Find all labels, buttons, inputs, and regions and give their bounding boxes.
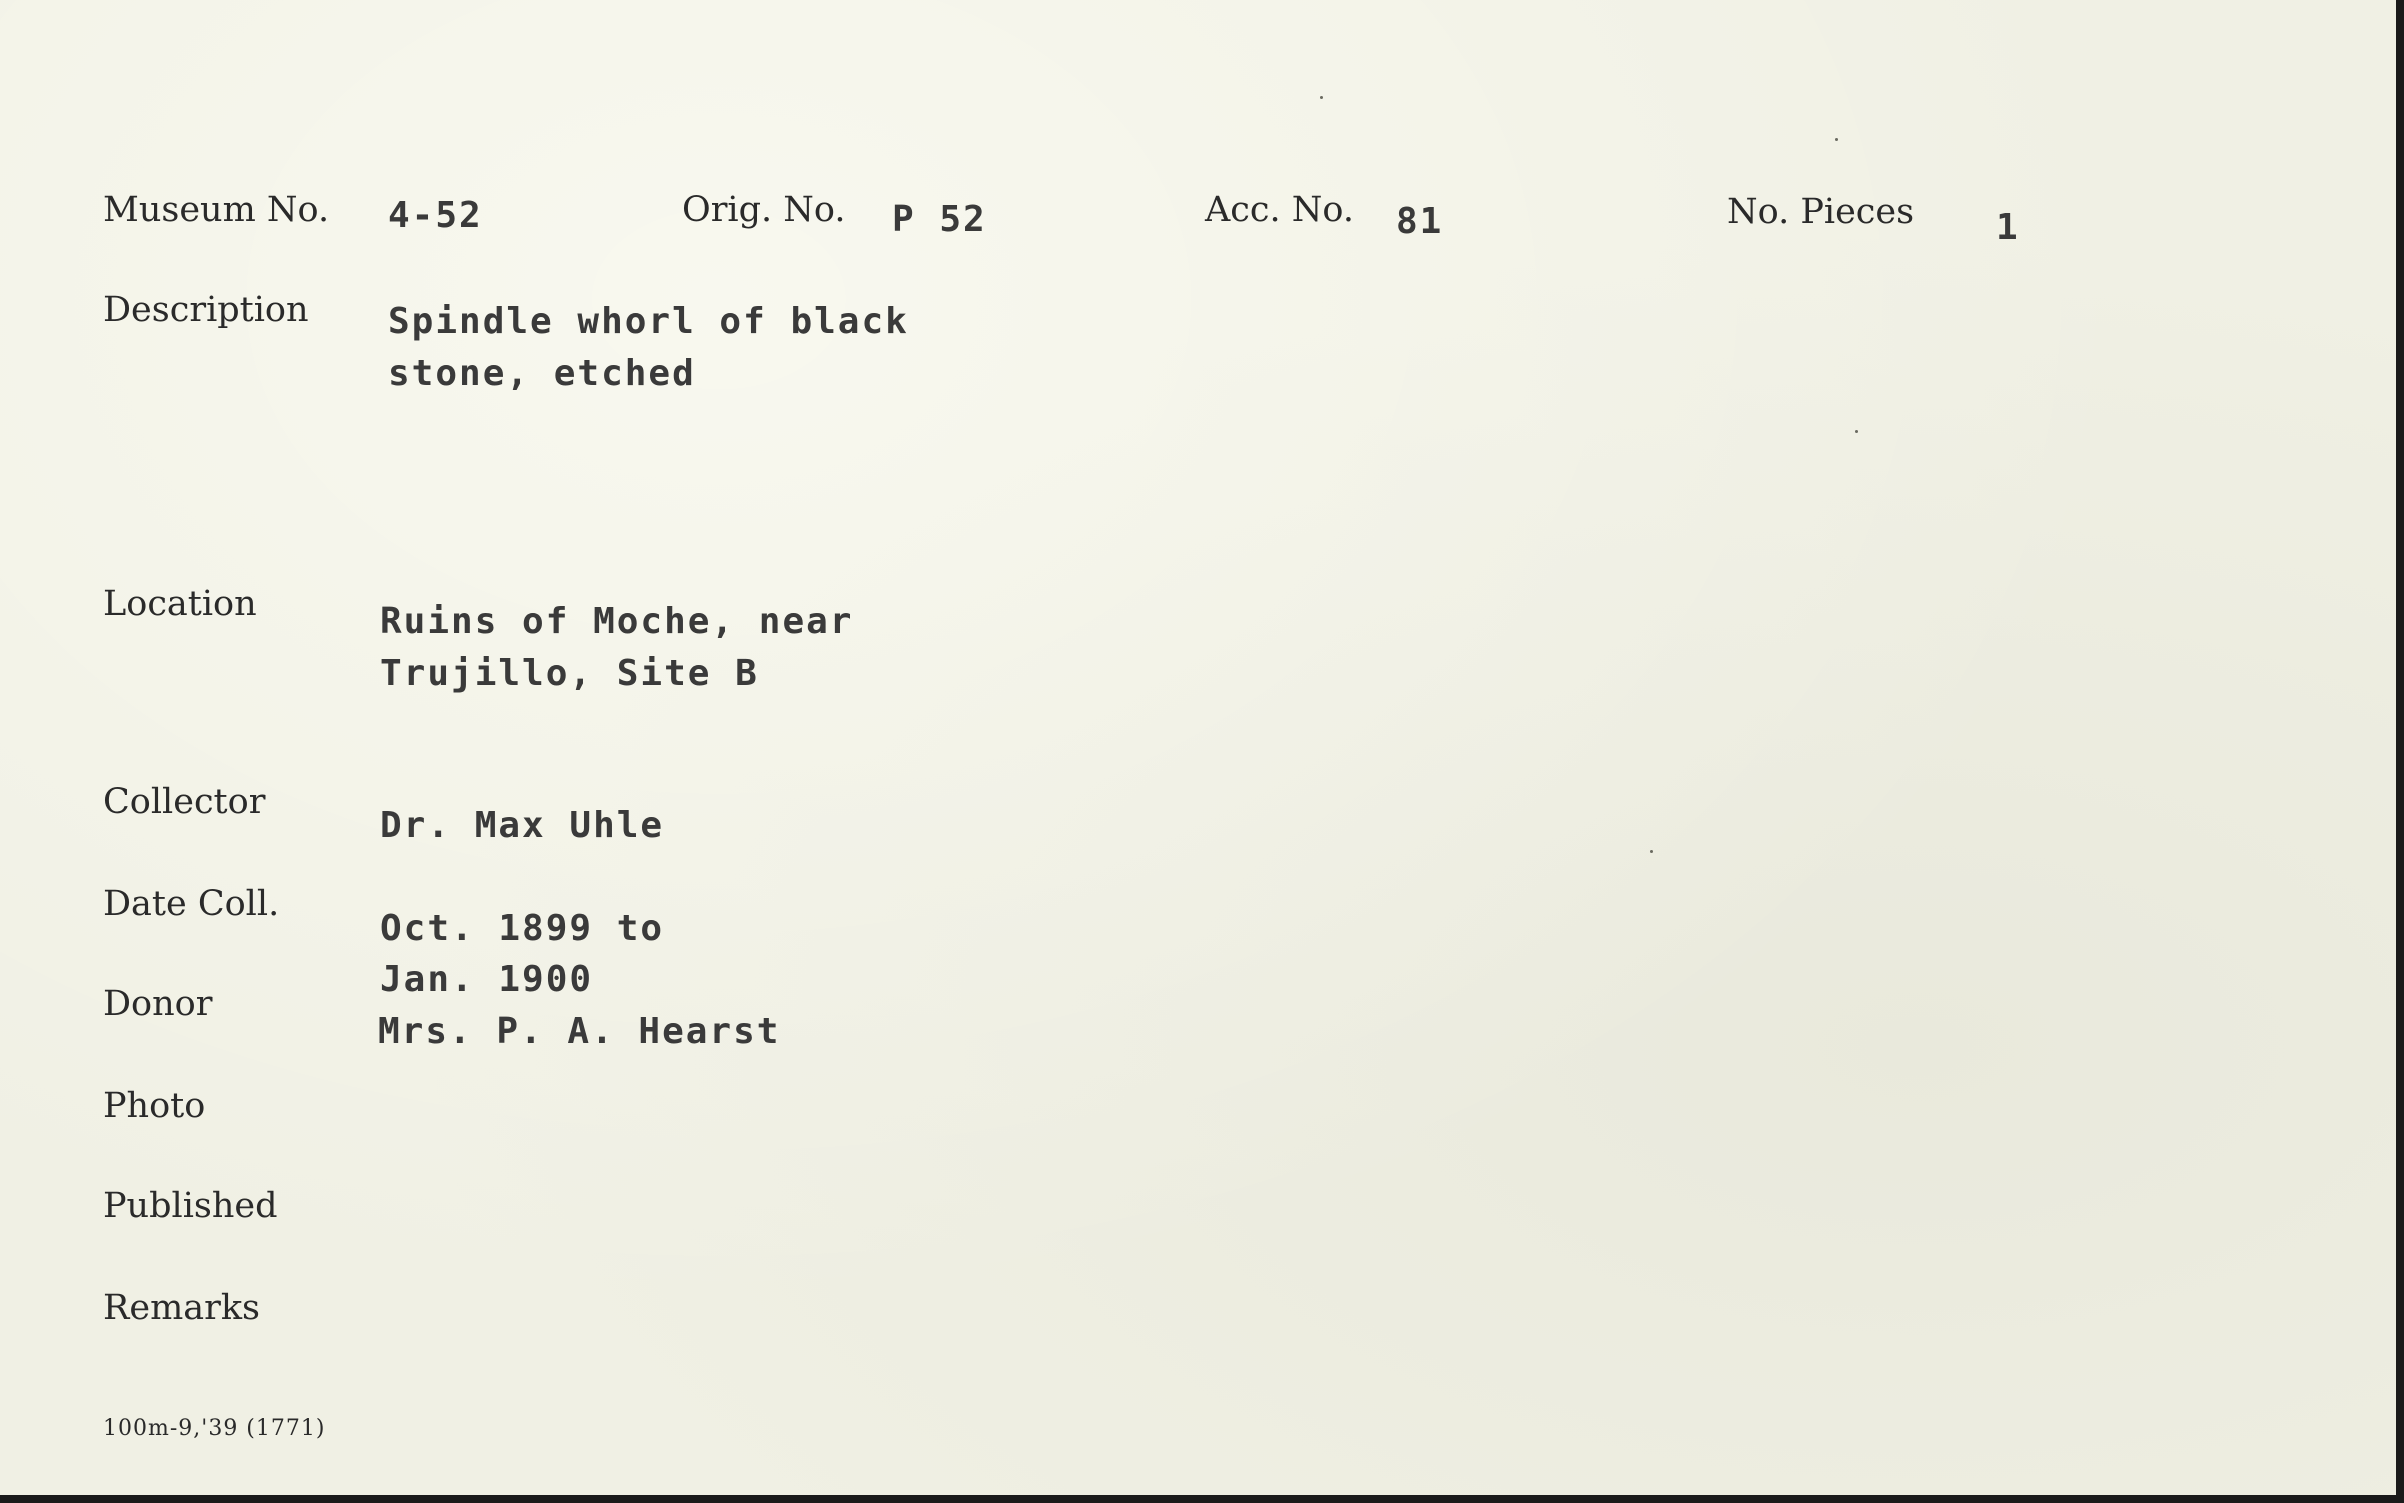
print-code: 100m-9,'39 (1771): [103, 1416, 326, 1441]
description-label: Description: [103, 290, 309, 330]
remarks-label: Remarks: [103, 1288, 261, 1328]
paper-speck: [1650, 850, 1653, 853]
orig-no-value: P 52: [892, 199, 987, 240]
orig-no-label: Orig. No.: [682, 190, 846, 230]
acc-no-label: Acc. No.: [1205, 190, 1354, 230]
photo-label: Photo: [103, 1086, 206, 1126]
scan-border-bottom: [0, 1495, 2404, 1503]
location-line-1: Ruins of Moche, near: [380, 601, 854, 642]
donor-value: Mrs. P. A. Hearst: [378, 1011, 781, 1052]
scan-border-right: [2396, 0, 2404, 1503]
paper-speck: [1855, 430, 1858, 433]
location-line-2: Trujillo, Site B: [380, 653, 759, 694]
description-line-2: stone, etched: [388, 353, 696, 394]
museum-no-value: 4-52: [388, 195, 483, 236]
paper-speck: [1320, 96, 1323, 99]
acc-no-value: 81: [1396, 201, 1444, 242]
location-label: Location: [103, 584, 257, 624]
museum-no-label: Museum No.: [103, 190, 330, 230]
collector-value: Dr. Max Uhle: [380, 805, 665, 846]
date-coll-line-2: Jan. 1900: [380, 959, 594, 1000]
paper-speck: [1835, 138, 1838, 141]
no-pieces-value: 1: [1996, 207, 2020, 248]
collector-label: Collector: [103, 782, 266, 822]
date-coll-line-1: Oct. 1899 to: [380, 908, 665, 949]
date-coll-label: Date Coll.: [103, 884, 280, 924]
donor-label: Donor: [103, 984, 213, 1024]
no-pieces-label: No. Pieces: [1727, 192, 1915, 232]
published-label: Published: [103, 1186, 278, 1226]
description-line-1: Spindle whorl of black: [388, 301, 909, 342]
